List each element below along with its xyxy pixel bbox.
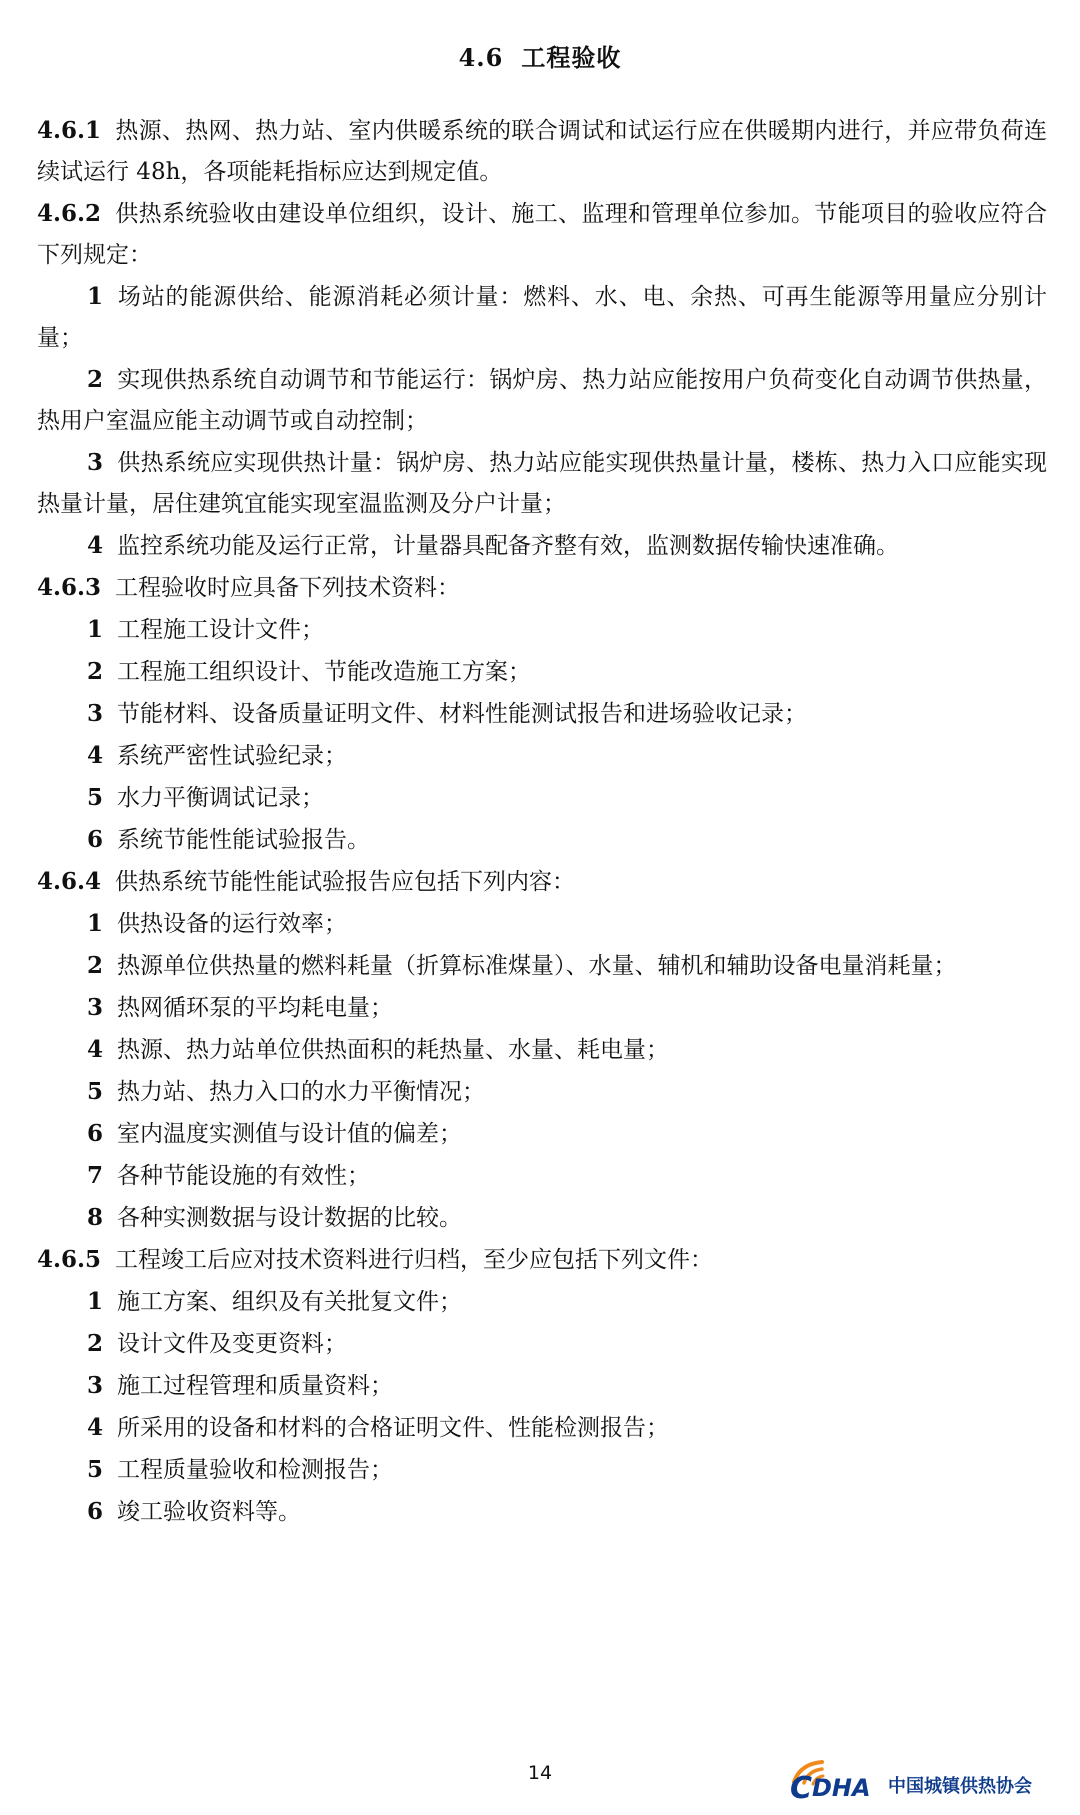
item-number: 3 <box>87 994 104 1021</box>
item-text: 节能材料、设备质量证明文件、材料性能测试报告和进场验收记录； <box>117 701 808 727</box>
list-item <box>37 1029 1047 1071</box>
section-title-text: 工程验收 <box>521 43 622 72</box>
item-text: 工程施工组织设计、节能改造施工方案； <box>117 659 532 685</box>
item-text: 各种节能设施的有效性； <box>117 1163 371 1189</box>
item-text: 系统节能性能试验报告。 <box>117 827 371 853</box>
list-item <box>37 1407 1047 1449</box>
item-number: 6 <box>87 1120 104 1147</box>
item-text: 热网循环泵的平均耗电量； <box>117 995 394 1021</box>
item-number: 2 <box>87 952 104 979</box>
list-item <box>37 1197 1047 1239</box>
item-text: 竣工验收资料等。 <box>117 1499 302 1525</box>
clause-text: 供热系统节能性能试验报告应包括下列内容： <box>115 869 576 895</box>
list-item <box>37 359 1047 442</box>
list-item <box>37 1281 1047 1323</box>
list-item <box>37 1071 1047 1113</box>
item-text: 水力平衡调试记录； <box>117 785 325 811</box>
item-number: 6 <box>87 1498 104 1525</box>
list-item <box>37 1365 1047 1407</box>
list-item <box>37 945 1047 987</box>
list-item <box>37 693 1047 735</box>
list-item <box>37 987 1047 1029</box>
section-title <box>0 38 1080 73</box>
list-item <box>37 1113 1047 1155</box>
item-number: 4 <box>87 532 104 559</box>
item-text: 所采用的设备和材料的合格证明文件、性能检测报告； <box>117 1415 670 1441</box>
svg-text:DHA: DHA <box>812 1774 871 1802</box>
item-number: 5 <box>87 784 104 811</box>
list-item <box>37 1155 1047 1197</box>
clause-text: 热源、热网、热力站、室内供暖系统的联合调试和试运行应在供暖期内进行，并应带负荷连续试运行 48h，各项能耗指标应达到规定值。 <box>37 118 1047 185</box>
item-number: 4 <box>87 742 104 769</box>
item-text: 热源单位供热量的燃料耗量（折算标准煤量）、水量、辅机和辅助设备电量消耗量； <box>117 953 957 979</box>
item-text: 供热设备的运行效率； <box>117 911 348 937</box>
item-number: 8 <box>87 1204 104 1231</box>
list-item <box>37 819 1047 861</box>
item-text: 工程施工设计文件； <box>117 617 325 643</box>
item-number: 5 <box>87 1456 104 1483</box>
item-number: 7 <box>87 1162 104 1189</box>
list-item <box>37 276 1047 359</box>
item-text: 监控系统功能及运行正常，计量器具配备齐整有效，监测数据传输快速准确。 <box>117 533 900 559</box>
item-text: 室内温度实测值与设计值的偏差； <box>117 1121 463 1147</box>
item-text: 工程质量验收和检测报告； <box>117 1457 394 1483</box>
clause-text: 工程竣工后应对技术资料进行归档，至少应包括下列文件： <box>115 1247 714 1273</box>
item-number: 1 <box>87 283 104 310</box>
clause-number: 4.6.5 <box>37 1246 102 1273</box>
page-number: 14 <box>527 1762 553 1784</box>
document-body <box>37 110 1047 1533</box>
item-text: 热源、热力站单位供热面积的耗热量、水量、耗电量； <box>117 1037 670 1063</box>
list-item <box>37 442 1047 525</box>
item-text: 热力站、热力入口的水力平衡情况； <box>117 1079 486 1105</box>
list-item <box>37 903 1047 945</box>
item-number: 4 <box>87 1036 104 1063</box>
item-number: 3 <box>87 700 104 727</box>
clause-number: 4.6.4 <box>37 868 102 895</box>
item-number: 3 <box>87 449 104 476</box>
clause <box>37 567 1047 609</box>
list-item <box>37 777 1047 819</box>
list-item <box>37 735 1047 777</box>
item-number: 2 <box>87 1330 104 1357</box>
clause-text: 工程验收时应具备下列技术资料： <box>115 575 461 601</box>
item-number: 4 <box>87 1414 104 1441</box>
list-item <box>37 1491 1047 1533</box>
item-text: 施工方案、组织及有关批复文件； <box>117 1289 463 1315</box>
clause-text: 供热系统验收由建设单位组织，设计、施工、监理和管理单位参加。节能项目的验收应符合下列规定： <box>37 201 1047 268</box>
item-number: 3 <box>87 1372 104 1399</box>
item-number: 5 <box>87 1078 104 1105</box>
item-text: 设计文件及变更资料； <box>117 1331 348 1357</box>
clause <box>37 193 1047 276</box>
clause-number: 4.6.1 <box>37 117 102 144</box>
item-text: 供热系统应实现供热计量：锅炉房、热力站应能实现供热量计量，楼栋、热力入口应能实现热量计量，居住建筑宜能实现室温监测及分户计量； <box>37 450 1047 517</box>
list-item <box>37 525 1047 567</box>
item-number: 6 <box>87 826 104 853</box>
list-item <box>37 1449 1047 1491</box>
clause <box>37 861 1047 903</box>
clause-number: 4.6.3 <box>37 574 102 601</box>
item-number: 1 <box>87 1288 104 1315</box>
section-number: 4.6 <box>458 43 504 72</box>
item-text: 场站的能源供给、能源消耗必须计量：燃料、水、电、余热、可再生能源等用量应分别计量； <box>37 284 1047 351</box>
clause <box>37 1239 1047 1281</box>
logo-text: 中国城镇供热协会 <box>888 1776 1032 1797</box>
item-number: 1 <box>87 616 104 643</box>
svg-text:C: C <box>790 1771 813 1802</box>
item-text: 各种实测数据与设计数据的比较。 <box>117 1205 463 1231</box>
list-item <box>37 609 1047 651</box>
list-item <box>37 651 1047 693</box>
item-text: 施工过程管理和质量资料； <box>117 1373 394 1399</box>
item-number: 2 <box>87 658 104 685</box>
clause-number: 4.6.2 <box>37 200 102 227</box>
item-text: 实现供热系统自动调节和节能运行：锅炉房、热力站应能按用户负荷变化自动调节供热量，热用户室温应能主动调节或自动控制； <box>37 367 1047 434</box>
item-number: 2 <box>87 366 104 393</box>
list-item <box>37 1323 1047 1365</box>
item-text: 系统严密性试验纪录； <box>117 743 348 769</box>
clause <box>37 110 1047 193</box>
item-number: 1 <box>87 910 104 937</box>
